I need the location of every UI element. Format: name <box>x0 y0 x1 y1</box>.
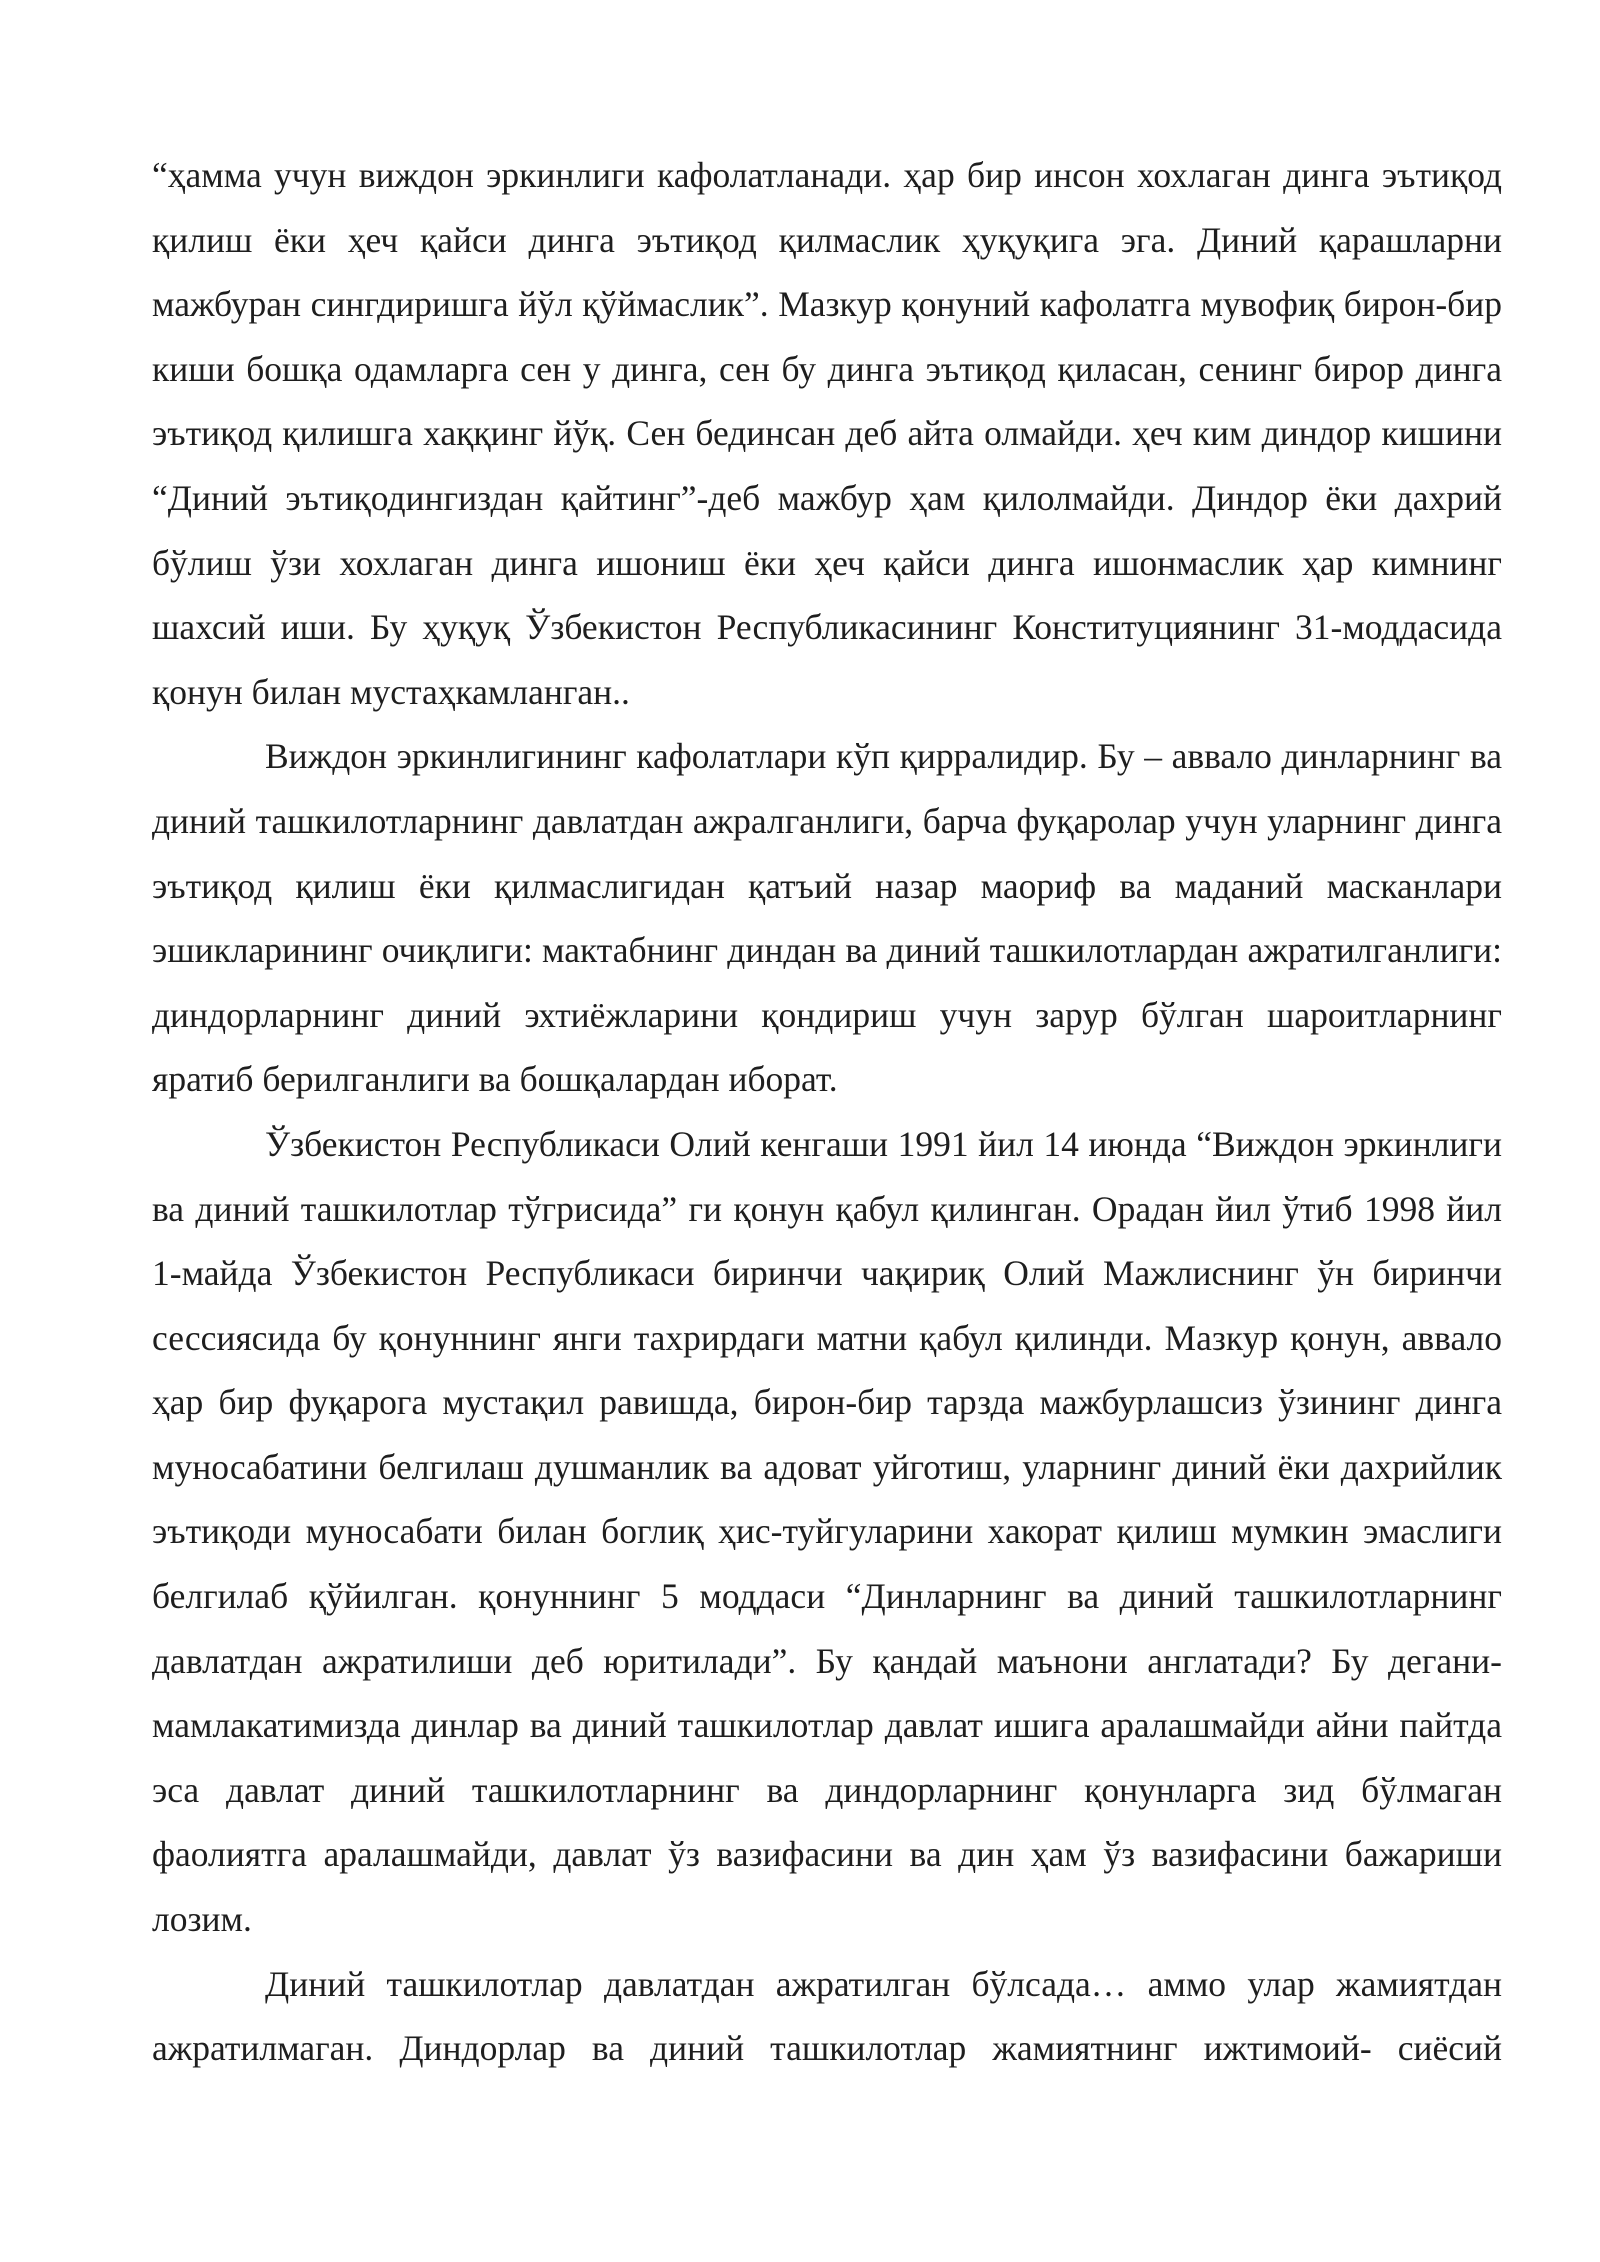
paragraph-1: “ҳамма учун виждон эркинлиги кафолатланади. ҳар бир инсон хохлаган динга эътиқод қилиш ёки ҳеч қайси динга эътиқод қилмаслик ҳуқуқига эга. Диний қарашларни мажбуран сингдиришга йўл қўймаслик”. Мазкур қонуний кафолатга мувофиқ бирон-бир киши бошқа одамларга сен у динга, сен бу динга эътиқод қиласан, сенинг бирор динга эътиқод қилишга хаққинг йўқ. Сен бединсан деб айта олмайди. ҳеч ким диндор кишини “Диний эътиқодингиздан қайтинг”-деб мажбур ҳам қилолмайди. Диндор ёки дахрий бўлиш ўзи хохлаган динга ишониш ёки ҳеч қайси динга ишонмаслик ҳар кимнинг шахсий иши. Бу ҳуқуқ Ўзбекистон Республикасининг Конституциянинг 31-моддасида қонун билан мустаҳкамланган.. <box>152 155 1502 712</box>
paragraph-3: Ўзбекистон Республикаси Олий кенгаши 1991 йил 14 июнда “Виждон эркинлиги ва диний ташкилотлар тўгрисида” ги қонун қабул қилинган. Орадан йил ўтиб 1998 йил 1-майда Ўзбекистон Республикаси биринчи чақириқ Олий Мажлиснинг ўн биринчи сессиясида бу қонуннинг янги тахрирдаги матни қабул қилинди. Мазкур қонун, аввало ҳар бир фуқарога мустақил равишда, бирон-бир тарзда мажбурлашсиз ўзининг динга муносабатини белгилаш душманлик ва адоват уйготиш, уларнинг диний ёки дахрийлик эътиқоди муносабати билан боглиқ ҳис-туйгуларини хакорат қилиш мумкин эмаслиги белгилаб қўйилган. қонуннинг 5 моддаси “Динларнинг ва диний ташкилотларнинг давлатдан ажратилиши деб юритилади”. Бу қандай маънони англатади? Бу дегани-мамлакатимизда динлар ва диний ташкилотлар давлат ишига аралашмайди айни пайтда эса давлат диний ташкилотларнинг ва диндорларнинг қонунларга зид бўлмаган фаолиятга аралашмайди, давлат ўз вазифасини ва дин ҳам ўз вазифасини бажариши лозим. <box>152 1123 1502 1940</box>
paragraph-2: Виждон эркинлигининг кафолатлари кўп қирралидир. Бу – аввало динларнинг ва диний ташкилотларнинг давлатдан ажралганлиги, барча фуқаролар учун уларнинг динга эътиқод қилиш ёки қилмаслигидан қатъий назар маориф ва маданий масканлари эшикларининг очиқлиги: мактабнинг диндан ва диний ташкилотлардан ажратилганлиги: диндорларнинг диний эхтиёжларини қондириш учун зарур бўлган шароитларнинг яратиб берилганлиги ва бошқалардан иборат. <box>152 736 1502 1100</box>
document-page <box>152 143 1502 2081</box>
paragraph-4: Диний ташкилотлар давлатдан ажратилган бўлсада… аммо улар жамиятдан ажратилмаган. Диндорлар ва диний ташкилотлар жамиятнинг ижтимоий- сиёсий <box>152 1963 1502 2069</box>
